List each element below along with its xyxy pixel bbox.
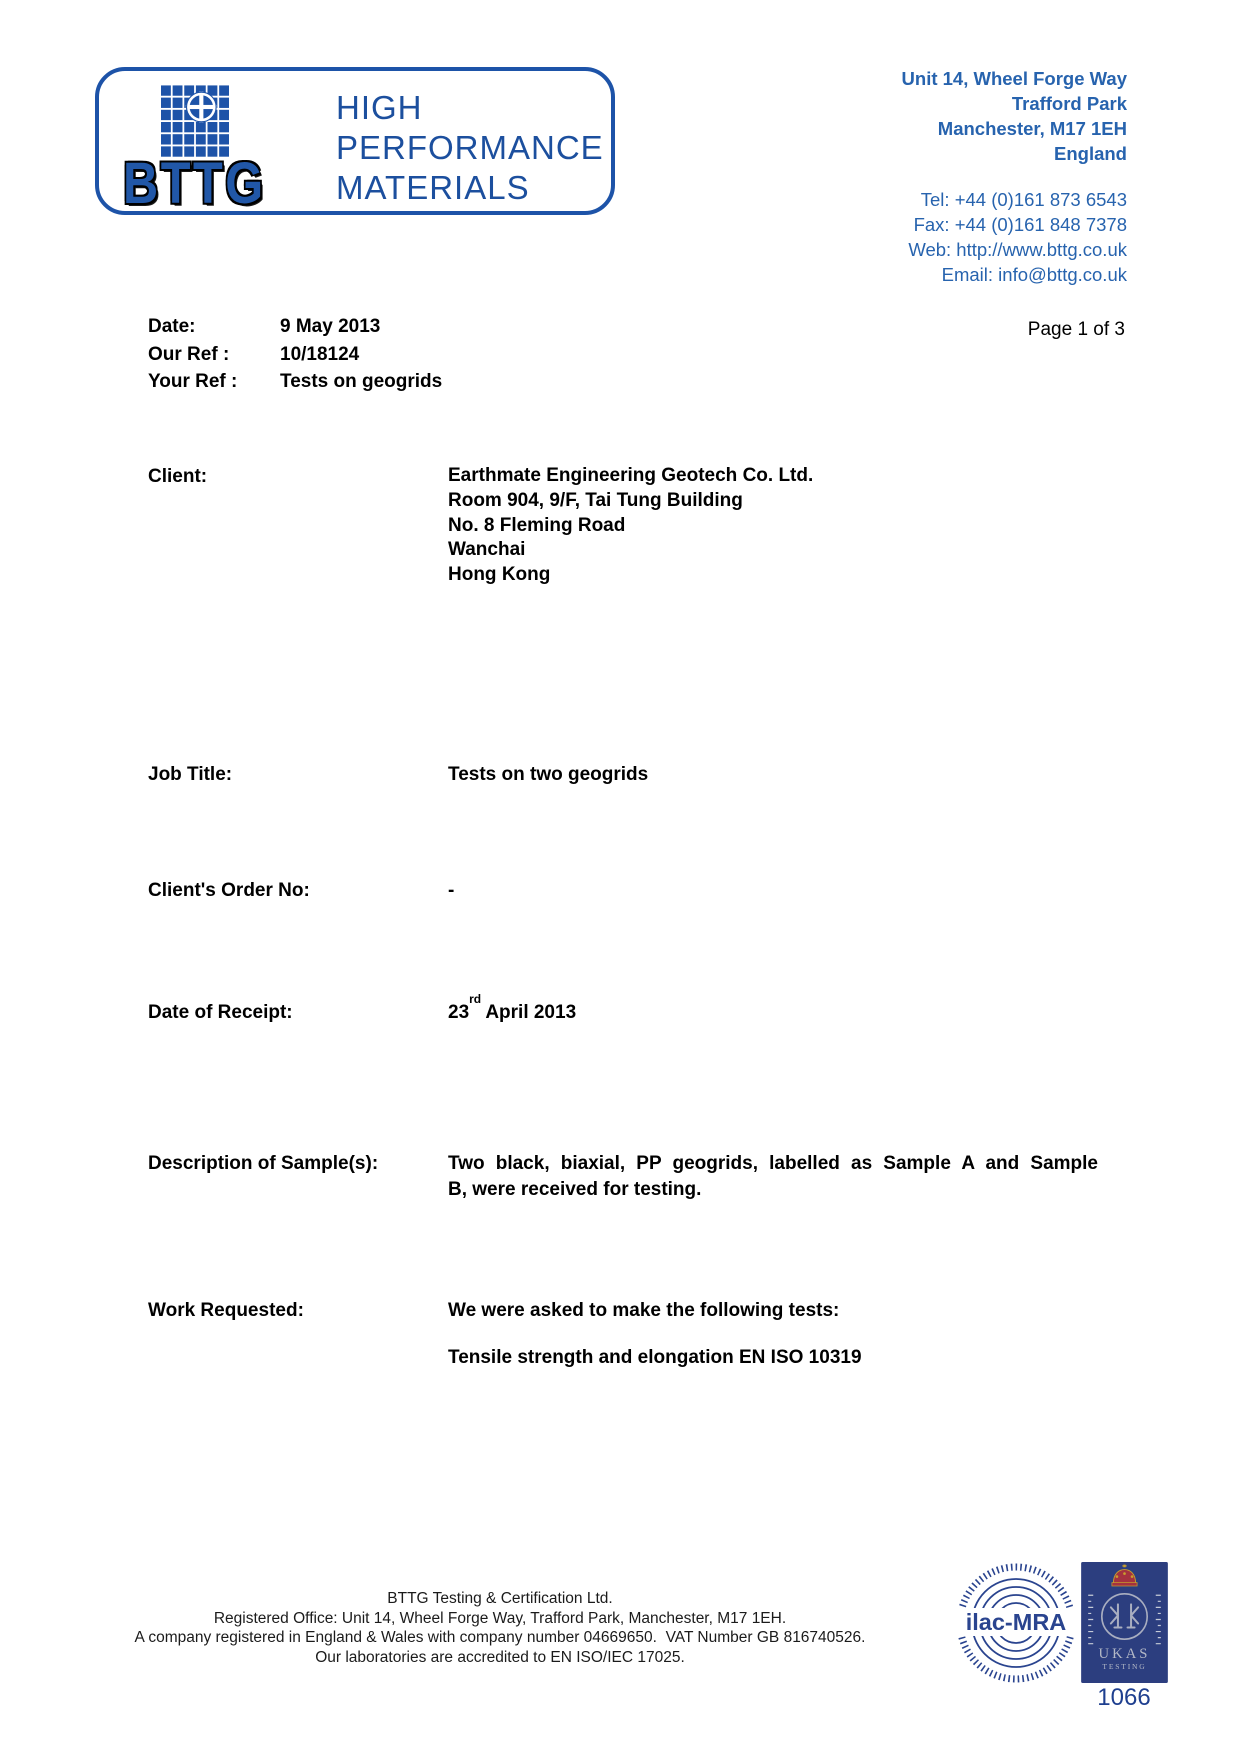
bttg-grid-icon (161, 85, 229, 159)
address-line: Manchester, M17 1EH (937, 118, 1127, 139)
client-line: No. 8 Fleming Road (448, 514, 626, 536)
date-label: Date: (148, 316, 196, 337)
address-line: Trafford Park (1011, 93, 1127, 114)
tagline-line: PERFORMANCE (336, 129, 604, 166)
logo-tagline (336, 88, 604, 208)
ukas-accreditation-number: 1066 (1097, 1684, 1151, 1711)
web-line: Web: http://www.bttg.co.uk (908, 239, 1127, 260)
description-line: Two black, biaxial, PP geogrids, labelled as Sample A and Sample (448, 1153, 1098, 1174)
order-no-section (148, 878, 1108, 904)
date-of-receipt-value (448, 991, 1098, 1026)
order-no-label: Client's Order No: (148, 880, 310, 901)
ukas-testing-badge-icon (1081, 1562, 1168, 1683)
our-ref-row (148, 341, 442, 369)
job-title-label: Job Title: (148, 764, 233, 785)
work-requested-intro: We were asked to make the following tests: (448, 1300, 840, 1321)
footer-company-info (0, 1589, 1000, 1667)
job-title-value: Tests on two geogrids (448, 764, 649, 785)
client-line: Hong Kong (448, 564, 551, 586)
footer-line: Our laboratories are accredited to EN ISO/IEC 17025. (315, 1648, 685, 1666)
bttg-wordmark: BTTG (123, 151, 266, 216)
footer-line: Registered Office: Unit 14, Wheel Forge Way, Trafford Park, Manchester, M17 1EH. (213, 1609, 787, 1627)
date-row (148, 313, 442, 341)
client-address (448, 464, 1098, 588)
company-address-block (902, 66, 1127, 287)
reference-block (148, 313, 442, 396)
tel-line: Tel: +44 (0)161 873 6543 (920, 189, 1127, 210)
your-ref-row (148, 368, 442, 396)
receipt-month-year: April 2013 (485, 1002, 577, 1023)
receipt-ordinal: rd (469, 991, 482, 1006)
tagline-line: MATERIALS (336, 169, 530, 206)
bttg-logo-box (95, 67, 615, 215)
work-requested-value (448, 1298, 1098, 1371)
fax-line: Fax: +44 (0)161 848 7378 (913, 214, 1127, 235)
work-requested-label: Work Requested: (148, 1300, 304, 1321)
tagline-line: HIGH (336, 89, 423, 126)
receipt-day: 23 (448, 1002, 470, 1023)
contact-block (902, 187, 1127, 287)
address-line: England (1054, 143, 1127, 164)
email-line: Email: info@bttg.co.uk (941, 264, 1127, 285)
date-value: 9 May 2013 (280, 316, 381, 337)
ilac-mra-label: ilac-MRA (965, 1609, 1067, 1635)
ilac-mra-seal-icon (953, 1560, 1079, 1686)
work-requested-section (148, 1298, 1108, 1371)
our-ref-label: Our Ref : (148, 343, 230, 365)
date-of-receipt-label: Date of Receipt: (148, 1002, 293, 1023)
your-ref-label: Your Ref : (148, 371, 238, 392)
description-label: Description of Sample(s): (148, 1153, 379, 1174)
footer-line: BTTG Testing & Certification Ltd. (387, 1590, 613, 1607)
description-value (448, 1151, 1098, 1203)
our-ref-value: 10/18124 (280, 343, 360, 365)
client-section (148, 464, 1108, 588)
description-section (148, 1151, 1108, 1203)
client-line: Earthmate Engineering Geotech Co. Ltd. (448, 465, 814, 486)
address-line: Unit 14, Wheel Forge Way (901, 68, 1127, 89)
your-ref-value: Tests on geogrids (280, 371, 443, 392)
client-line: Wanchai (448, 539, 526, 561)
client-line: Room 904, 9/F, Tai Tung Building (448, 489, 743, 511)
page-indicator: Page 1 of 3 (1027, 319, 1125, 340)
work-requested-test: Tensile strength and elongation EN ISO 10319 (448, 1347, 862, 1368)
client-label: Client: (148, 466, 208, 487)
footer-line: A company registered in England & Wales with company number 04669650. VAT Number GB 816740526. (134, 1629, 866, 1646)
ukas-sublabel: TESTING (1102, 1661, 1147, 1671)
order-no-value: - (448, 880, 455, 901)
job-title-section (148, 762, 1108, 788)
ukas-label: UKAS (1098, 1645, 1151, 1662)
description-line: B, were received for testing. (448, 1179, 702, 1200)
date-of-receipt-section (148, 991, 1108, 1026)
